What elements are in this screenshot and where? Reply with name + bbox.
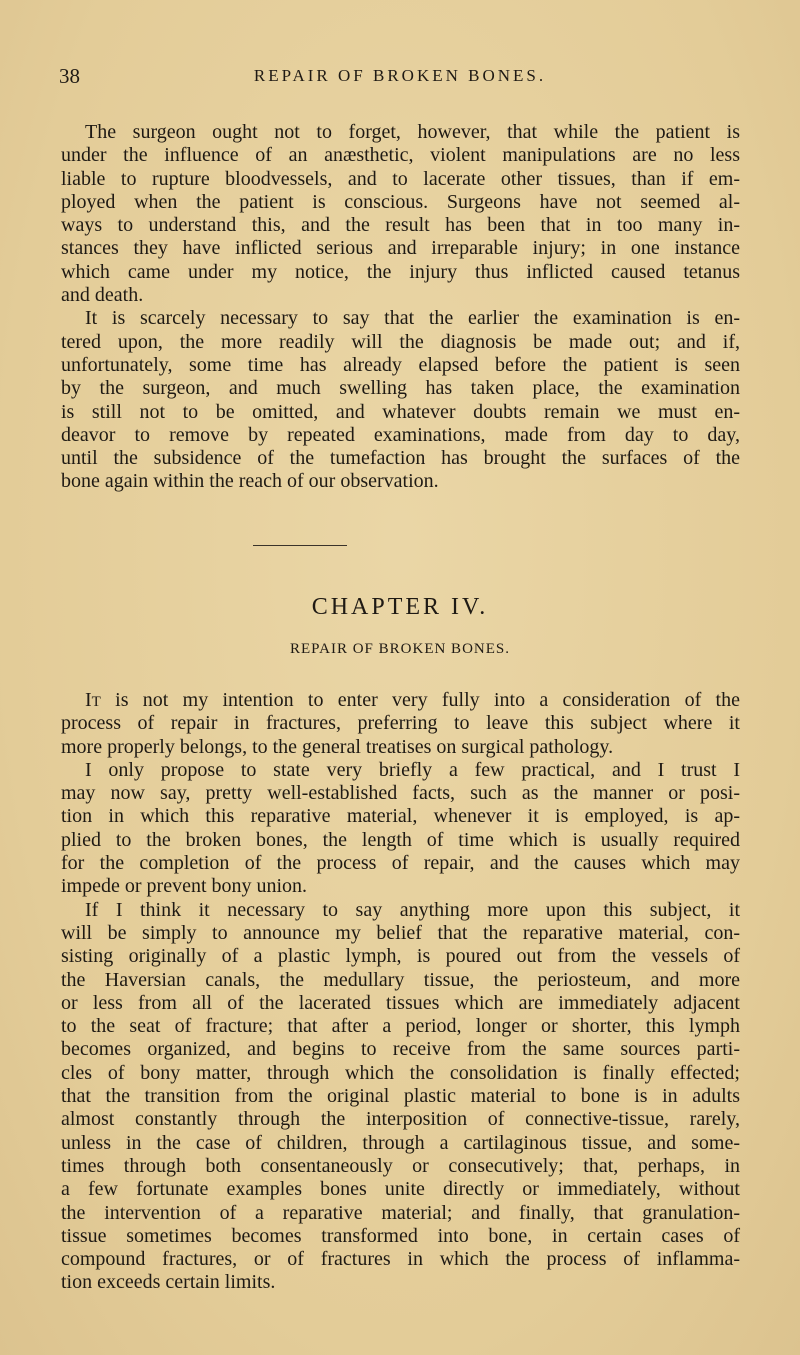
text-line: impede or prevent bony union.	[61, 875, 308, 898]
text-line: ployed when the patient is conscious. Surgeons have not seemed al-	[61, 190, 740, 213]
text-line: and death.	[61, 284, 144, 307]
text-line: to the seat of fracture; that after a period, longer or shorter, this lymph	[61, 1015, 740, 1038]
text-line: by the surgeon, and much swelling has taken place, the examination	[61, 377, 740, 400]
text-line: tered upon, the more readily will the diagnosis be made out; and if,	[61, 330, 740, 353]
text-line: the Haversian canals, the medullary tissue, the periosteum, and more	[61, 968, 740, 991]
text-line: is still not to be omitted, and whatever doubts remain we must en-	[61, 400, 740, 423]
chapter-title: CHAPTER IV.	[311, 594, 489, 620]
text-line: the intervention of a reparative material; and finally, that granulation-	[61, 1201, 740, 1224]
text-line: until the subsidence of the tumefaction has brought the surfaces of the	[61, 447, 740, 470]
text-line	[61, 689, 740, 712]
section-text-1	[61, 121, 740, 494]
text-line: sisting originally of a plastic lymph, is poured out from the vessels of	[61, 945, 740, 968]
text-line: that the transition from the original plastic material to bone is in adults	[61, 1085, 740, 1108]
text-line: deavor to remove by repeated examinations, made from day to day,	[61, 423, 740, 446]
text-line: I only propose to state very briefly a few practical, and I trust I	[85, 758, 740, 781]
text-line: will be simply to announce my belief that the reparative material, con-	[61, 921, 740, 944]
text-line: tion in which this reparative material, whenever it is employed, is ap-	[61, 805, 740, 828]
text-line: tion exceeds certain limits.	[61, 1271, 276, 1294]
text-line: plied to the broken bones, the length of time which is usually required	[61, 828, 740, 851]
text-line: tissue sometimes becomes transformed into bone, in certain cases of	[61, 1224, 740, 1247]
text-line: cles of bony matter, through which the consolidation is finally effected;	[61, 1061, 740, 1084]
drop-word: IT	[85, 689, 101, 711]
text-line: stances they have inflicted serious and irreparable injury; in one instance	[61, 237, 740, 260]
text-line: liable to rupture bloodvessels, and to lacerate other tissues, than if em-	[61, 167, 740, 190]
text-line: process of repair in fractures, preferring to leave this subject where it	[61, 712, 740, 735]
page-number: 38	[59, 64, 80, 88]
text-line: for the completion of the process of repair, and the causes which may	[61, 852, 740, 875]
text-line: bone again within the reach of our observation.	[61, 470, 439, 493]
text-line: unless in the case of children, through a cartilaginous tissue, and some-	[61, 1131, 740, 1154]
text-line: ways to understand this, and the result has been that in too many in-	[61, 214, 740, 237]
text-line: more properly belongs, to the general treatises on surgical pathology.	[61, 735, 614, 758]
text-line: The surgeon ought not to forget, however, that while the patient is	[85, 121, 740, 143]
text-line: becomes organized, and begins to receive from the same sources parti-	[61, 1038, 740, 1061]
text-line: may now say, pretty well-established facts, such as the manner or posi-	[61, 782, 740, 805]
text-line: times through both consentaneously or consecutively; that, perhaps, in	[61, 1154, 740, 1177]
text-line: or less from all of the lacerated tissues which are immediately adjacent	[61, 991, 740, 1014]
running-title: REPAIR OF BROKEN BONES.	[253, 66, 547, 85]
text-line: which came under my notice, the injury thus inflicted caused tetanus	[61, 260, 740, 283]
text-line: If I think it necessary to say anything more upon this subject, it	[85, 898, 740, 921]
text-line: unfortunately, some time has already elapsed before the patient is seen	[61, 353, 740, 376]
section-text-2	[61, 689, 740, 1295]
text-line: compound fractures, or of fractures in which the process of inflamma-	[61, 1248, 740, 1271]
text-line: under the influence of an anæsthetic, violent manipulations are no less	[61, 144, 740, 167]
text-line: a few fortunate examples bones unite directly or immediately, without	[61, 1178, 740, 1201]
section-divider	[253, 545, 347, 546]
text-line: It is scarcely necessary to say that the earlier the examination is en-	[85, 307, 740, 330]
text-line-rest: is not my intention to enter very fully into a consideration of the	[100, 689, 740, 711]
text-line: almost constantly through the interposition of connective-tissue, rarely,	[61, 1108, 740, 1131]
chapter-subtitle: REPAIR OF BROKEN BONES.	[290, 641, 510, 657]
